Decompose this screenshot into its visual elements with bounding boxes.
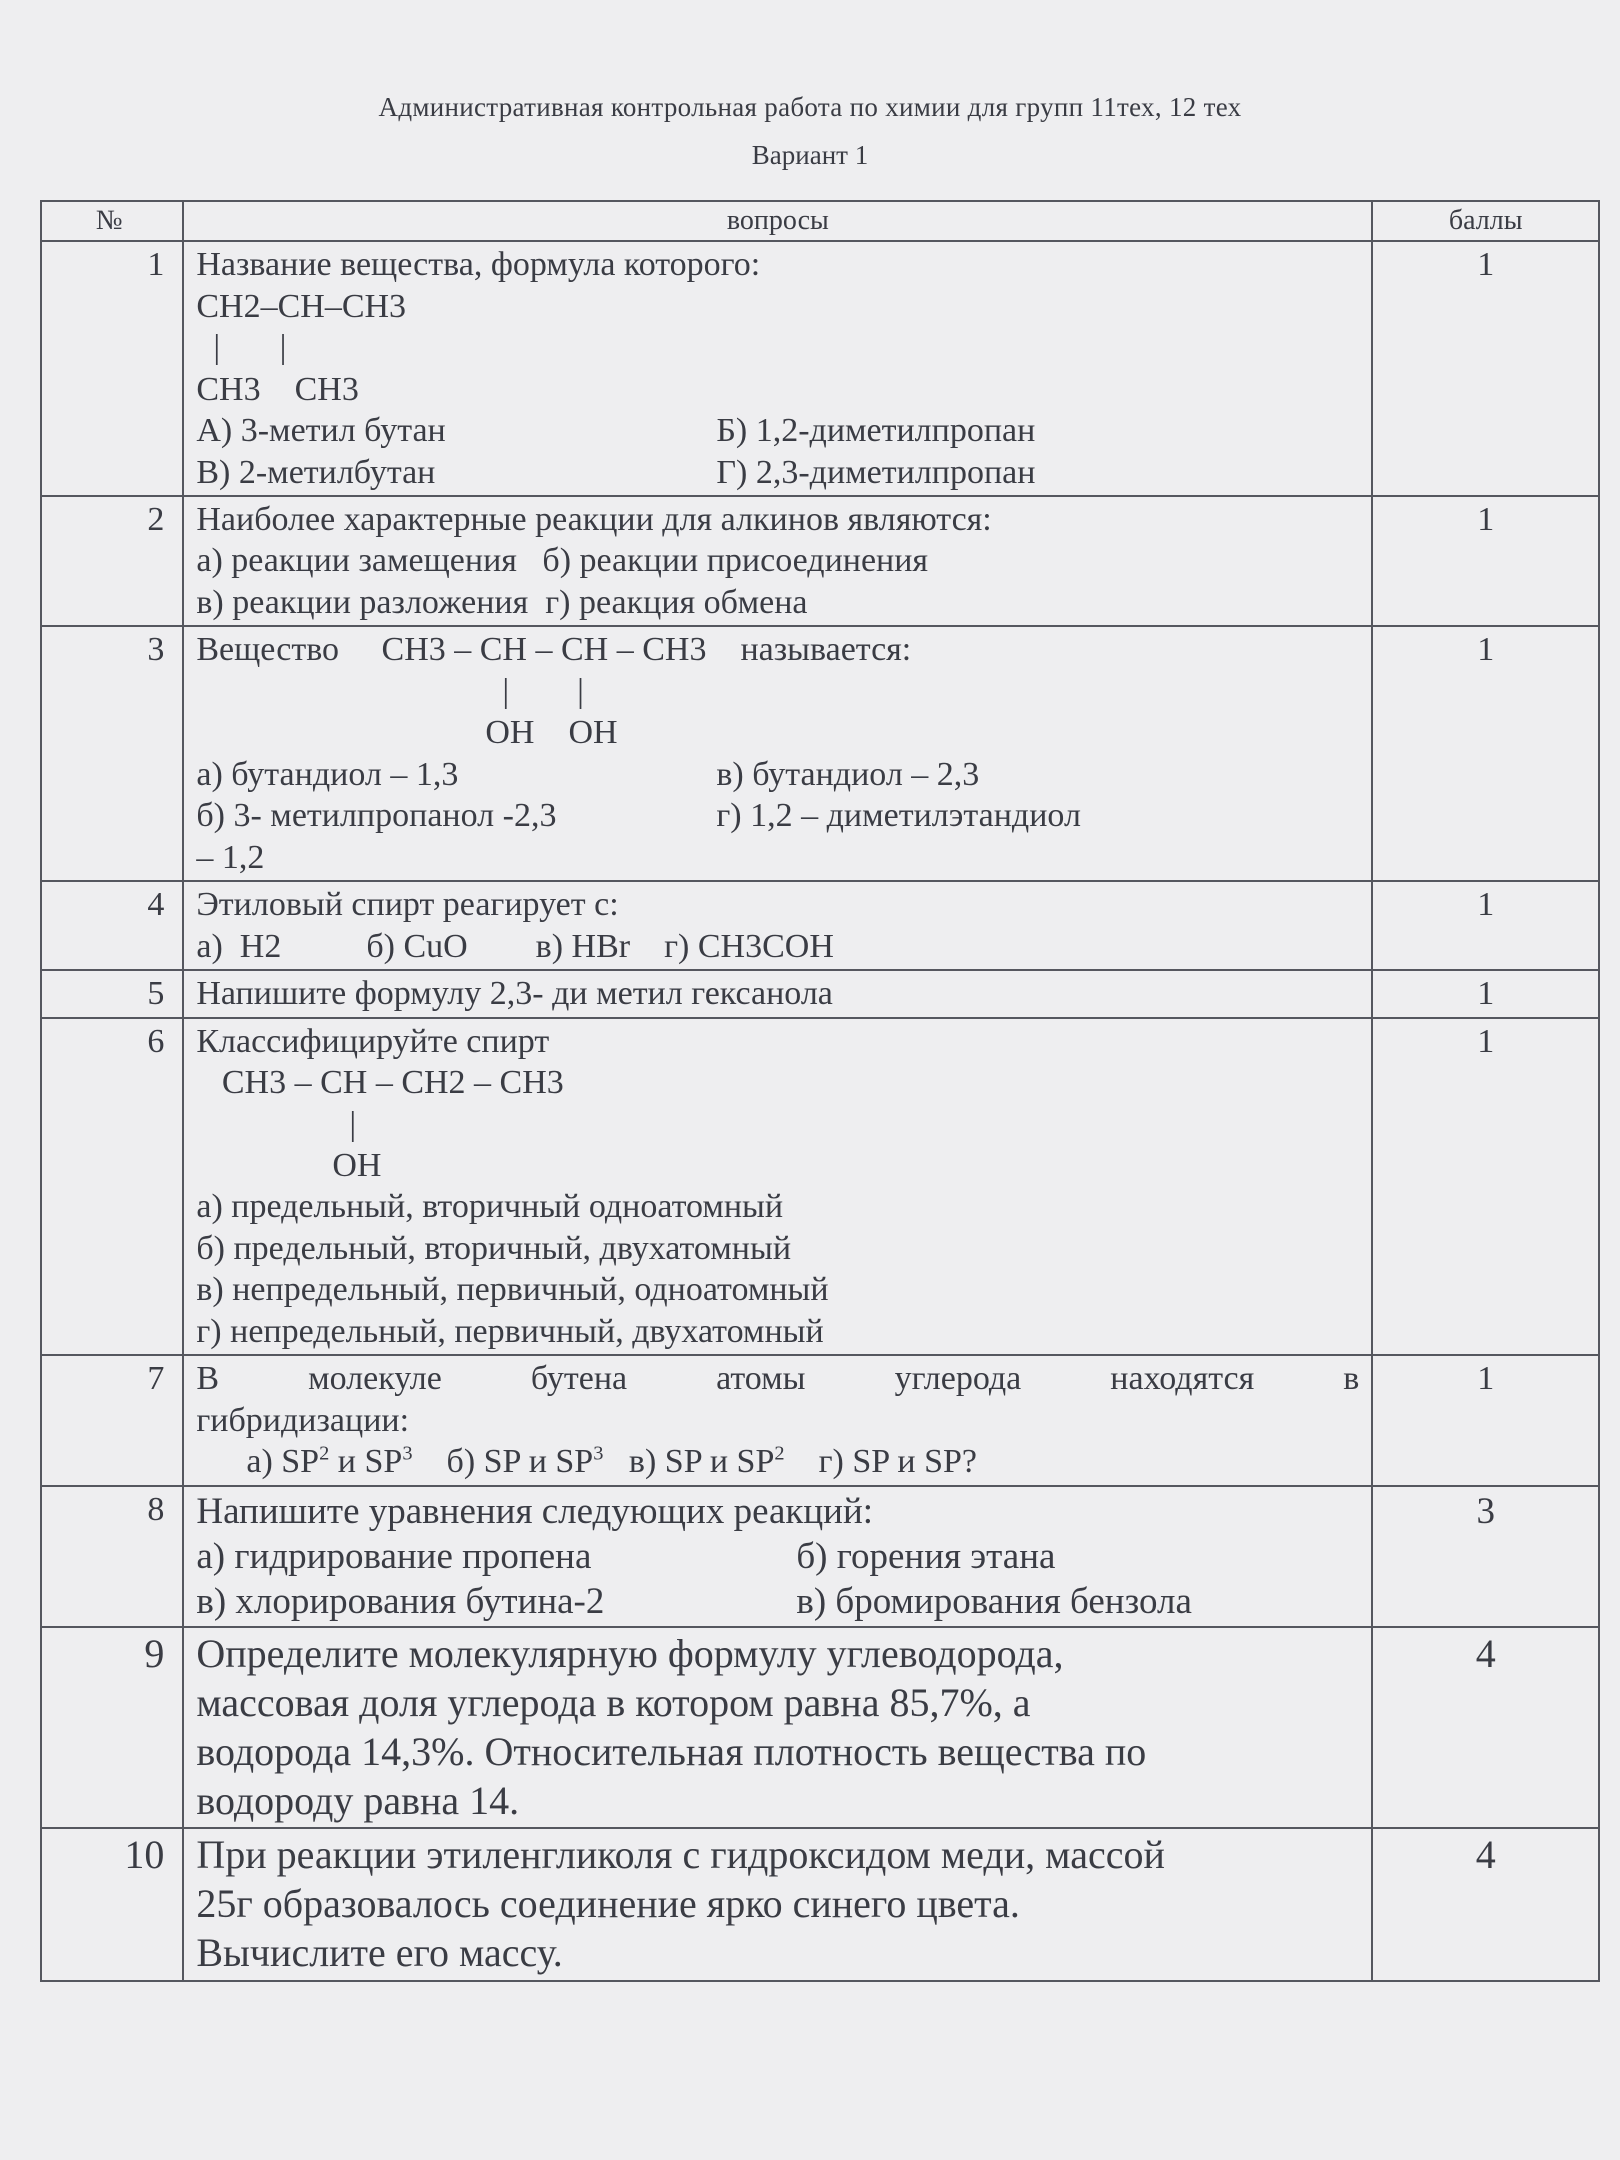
question-prompt: Напишите уравнения следующих реакций:	[196, 1490, 874, 1532]
variant-label: Вариант 1	[751, 140, 869, 170]
table-row	[41, 241, 1599, 496]
question-text	[183, 1486, 1372, 1627]
question-text	[183, 241, 1372, 496]
answer-option-continuation: – 1,2	[196, 838, 265, 876]
question-prompt: Классифицируйте спирт	[196, 1022, 550, 1060]
answer-option: в) бутандиол – 2,3	[716, 755, 980, 793]
answer-fragment: а) SP	[246, 1443, 320, 1481]
question-number: 9	[41, 1627, 183, 1828]
question-points: 1	[1372, 496, 1599, 626]
question-points: 4	[1372, 1828, 1599, 1980]
answer-option: А) 3-метил бутан	[196, 412, 446, 450]
question-prompt	[196, 1358, 1359, 1399]
question-text	[183, 626, 1372, 881]
question-text	[183, 970, 1372, 1017]
table-row	[41, 1355, 1599, 1485]
table-header-row	[41, 201, 1599, 241]
prompt-word: молекуле	[308, 1360, 442, 1398]
prompt-word: атомы	[716, 1360, 806, 1398]
question-points: 1	[1372, 1355, 1599, 1485]
question-line: массовая доля углерода в котором равна 85,7%, а	[196, 1679, 1031, 1725]
question-number: 2	[41, 496, 183, 626]
answer-options	[196, 410, 1359, 451]
formula-line: CH3 – CH – CH2 – CH3	[196, 1064, 564, 1102]
header-questions: вопросы	[183, 201, 1372, 241]
answer-fragment: б) SP и SP	[412, 1443, 594, 1481]
question-line: Определите молекулярную формулу углеводорода,	[196, 1631, 1064, 1677]
question-prompt: Название вещества, формула которого:	[196, 246, 761, 284]
answer-option: в) реакции разложения г) реакция обмена	[196, 583, 808, 621]
header-num: №	[41, 201, 183, 241]
answer-option: г) непредельный, первичный, двухатомный	[196, 1312, 824, 1350]
answer-option: в) бромирования бензола	[796, 1581, 1192, 1622]
answer-options	[196, 1579, 1359, 1624]
question-prompt: Наиболее характерные реакции для алкинов являются:	[196, 500, 992, 538]
formula-line: OH OH	[196, 714, 618, 752]
question-prompt: Вещество CH3 – CH – CH – CH3 называется:	[196, 631, 912, 669]
superscript: 3	[402, 1442, 413, 1465]
answer-fragment: и SP	[329, 1443, 403, 1481]
table-row	[41, 881, 1599, 970]
prompt-word: находятся	[1110, 1360, 1255, 1398]
answer-options	[196, 1441, 1359, 1482]
question-prompt: Этиловый спирт реагирует с:	[196, 886, 619, 924]
question-line: Вычислите его массу.	[196, 1929, 563, 1975]
answer-options	[196, 1534, 1359, 1579]
formula-line: | |	[196, 672, 584, 710]
answer-option: в) хлорирования бутина-2	[196, 1581, 605, 1622]
questions-table	[40, 200, 1600, 1982]
document-title: Административная контрольная работа по химии для групп 11тех, 12 тех	[378, 92, 1242, 122]
answer-fragment: г) SP и SP?	[784, 1443, 978, 1481]
superscript: 2	[319, 1442, 330, 1465]
question-points: 1	[1372, 241, 1599, 496]
answer-option: г) 1,2 – диметилэтандиол	[716, 797, 1081, 835]
question-line: водорода 14,3%. Относительная плотность вещества по	[196, 1728, 1147, 1774]
question-number: 6	[41, 1018, 183, 1356]
question-line: водороду равна 14.	[196, 1777, 520, 1823]
formula-line: OH	[196, 1147, 382, 1184]
question-line: При реакции этиленгликоля с гидроксидом меди, массой	[196, 1832, 1165, 1878]
question-text	[183, 881, 1372, 970]
question-points: 1	[1372, 970, 1599, 1017]
formula-line: CH2–CH–CH3	[196, 287, 407, 325]
question-prompt-tail: гибридизации:	[196, 1401, 410, 1439]
answer-option: б) 3- метилпропанол -2,3	[196, 797, 557, 835]
question-line: 25г образовалось соединение ярко синего цвета.	[196, 1881, 1020, 1927]
answer-fragment: в) SP и SP	[603, 1443, 775, 1481]
table-row	[41, 1486, 1599, 1627]
question-text	[183, 1828, 1372, 1980]
question-number: 5	[41, 970, 183, 1017]
answer-option: Б) 1,2-диметилпропан	[716, 412, 1036, 450]
answer-option: а) реакции замещения б) реакции присоединения	[196, 542, 929, 580]
table-row	[41, 496, 1599, 626]
answer-option: в) непредельный, первичный, одноатомный	[196, 1271, 829, 1309]
formula-line: CH3 CH3	[196, 370, 359, 408]
question-points: 1	[1372, 1018, 1599, 1356]
question-text	[183, 1355, 1372, 1485]
question-number: 1	[41, 241, 183, 496]
question-points: 3	[1372, 1486, 1599, 1627]
answer-options	[196, 795, 1359, 836]
question-text	[183, 496, 1372, 626]
header-points: баллы	[1372, 201, 1599, 241]
answer-options	[196, 754, 1359, 795]
answer-option: В) 2-метилбутан	[196, 453, 436, 491]
question-number: 3	[41, 626, 183, 881]
table-row	[41, 626, 1599, 881]
question-text	[183, 1627, 1372, 1828]
prompt-word: В	[196, 1360, 220, 1398]
question-prompt: Напишите формулу 2,3- ди метил гексанола	[196, 975, 833, 1013]
question-points: 4	[1372, 1627, 1599, 1828]
table-row	[41, 1828, 1599, 1980]
prompt-word: в	[1343, 1360, 1360, 1398]
superscript: 2	[774, 1442, 785, 1465]
formula-line: | |	[196, 329, 287, 367]
question-points: 1	[1372, 881, 1599, 970]
table-row	[41, 970, 1599, 1017]
question-text	[183, 1018, 1372, 1356]
table-row	[41, 1018, 1599, 1356]
answer-option: б) предельный, вторичный, двухатомный	[196, 1229, 792, 1267]
superscript: 3	[593, 1442, 604, 1465]
answer-option: а) предельный, вторичный одноатомный	[196, 1188, 784, 1226]
question-number: 10	[41, 1828, 183, 1980]
question-number: 7	[41, 1355, 183, 1485]
answer-option: а) гидрирование пропена	[196, 1535, 592, 1577]
answer-option: а) бутандиол – 1,3	[196, 755, 459, 793]
answer-option: Г) 2,3-диметилпропан	[716, 453, 1036, 491]
prompt-word: углерода	[894, 1360, 1022, 1398]
answer-option: а) H2 б) CuO в) HBr г) CH3COH	[196, 927, 834, 965]
table-row	[41, 1627, 1599, 1828]
answer-option: б) горения этана	[796, 1535, 1056, 1577]
question-number: 8	[41, 1486, 183, 1627]
formula-line: |	[196, 1105, 357, 1143]
prompt-word: бутена	[530, 1360, 628, 1398]
question-points: 1	[1372, 626, 1599, 881]
question-number: 4	[41, 881, 183, 970]
answer-options	[196, 452, 1359, 493]
